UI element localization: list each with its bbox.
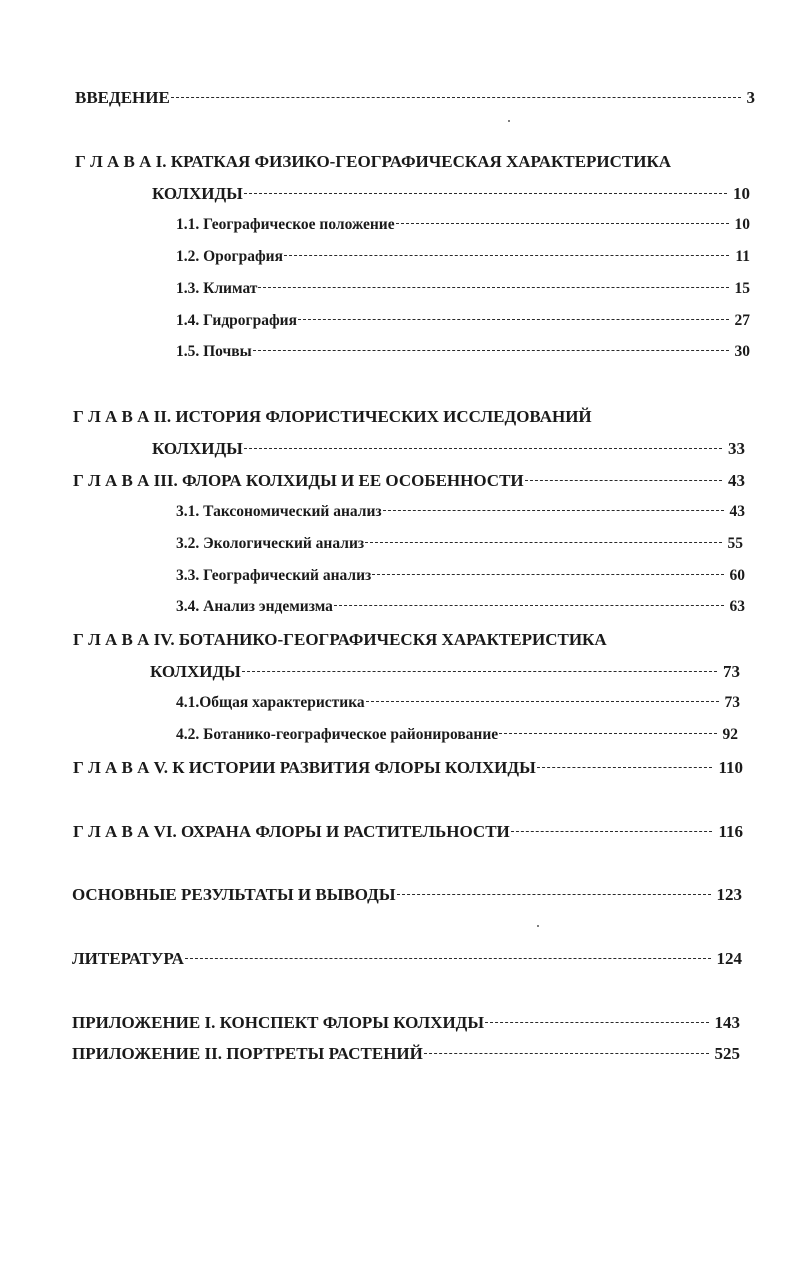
toc-entry-title: 4.1.Общая характеристика — [176, 694, 365, 711]
toc-page-number: 63 — [729, 598, 745, 615]
dot-leader — [499, 733, 716, 734]
toc-entry-3-2[interactable] — [176, 535, 743, 561]
toc-entry-1-5[interactable] — [176, 343, 750, 369]
toc-entry-chapter-4[interactable] — [150, 662, 740, 688]
toc-entry-3-1[interactable] — [176, 503, 745, 529]
dot-leader — [258, 287, 728, 288]
toc-entry-title: ВВЕДЕНИЕ — [75, 88, 170, 107]
dot-leader — [244, 193, 727, 194]
dot-leader — [366, 701, 719, 702]
toc-page-number: 43 — [729, 503, 745, 520]
toc-entry-title: 3.4. Анализ эндемизма — [176, 598, 333, 615]
toc-page-number: 123 — [716, 885, 742, 904]
dot-leader — [334, 605, 724, 606]
toc-entry-title: 3.1. Таксономический анализ — [176, 503, 382, 520]
dot-leader — [185, 958, 711, 959]
toc-entry-title: ПРИЛОЖЕНИЕ I. КОНСПЕКТ ФЛОРЫ КОЛХИДЫ — [72, 1013, 485, 1032]
toc-page-number: 3 — [746, 88, 755, 107]
dot-leader — [396, 223, 729, 224]
toc-entry-title: Г Л А В А III. ФЛОРА КОЛХИДЫ И ЕЕ ОСОБЕННОСТИ — [73, 471, 524, 490]
toc-entry-chapter-1[interactable] — [152, 184, 750, 210]
toc-entry-title: 4.2. Ботанико-географическое районирование — [176, 726, 499, 743]
scan-speck — [537, 925, 539, 927]
toc-page-number: 116 — [718, 822, 743, 841]
toc-entry-4-2[interactable] — [176, 726, 738, 752]
toc-entry-title: КОЛХИДЫ — [152, 439, 243, 458]
chapter-2-heading: Г Л А В А II. ИСТОРИЯ ФЛОРИСТИЧЕСКИХ ИССЛЕДОВАНИЙ — [73, 407, 592, 426]
chapter-1-heading: Г Л А В А I. КРАТКАЯ ФИЗИКО-ГЕОГРАФИЧЕСКАЯ ХАРАКТЕРИСТИКА — [75, 152, 672, 171]
toc-entry-chapter-5[interactable] — [73, 758, 743, 784]
toc-entry-title: 1.3. Климат — [176, 280, 258, 297]
toc-page-number: 55 — [727, 535, 743, 552]
toc-entry-literature[interactable] — [72, 949, 742, 975]
dot-leader — [424, 1053, 709, 1054]
dot-leader — [383, 510, 724, 511]
dot-leader — [365, 542, 721, 543]
toc-page-number: 15 — [734, 280, 750, 297]
toc-entry-title: ОСНОВНЫЕ РЕЗУЛЬТАТЫ И ВЫВОДЫ — [72, 885, 396, 904]
toc-entry-title: 1.5. Почвы — [176, 343, 252, 360]
toc-page-number: 73 — [723, 662, 740, 681]
toc-entry-title: 1.2. Орография — [176, 248, 284, 265]
dot-leader — [244, 448, 722, 449]
toc-page-number: 124 — [716, 949, 742, 968]
toc-entry-1-2[interactable] — [176, 248, 750, 274]
toc-page-number: 10 — [733, 184, 750, 203]
dot-leader — [511, 831, 713, 832]
dot-leader — [171, 97, 741, 98]
dot-leader — [242, 671, 717, 672]
toc-page-number: 143 — [714, 1013, 740, 1032]
toc-entry-3-3[interactable] — [176, 567, 745, 593]
toc-page-number: 110 — [718, 758, 743, 777]
dot-leader — [372, 574, 723, 575]
toc-entry-title: ЛИТЕРАТУРА — [72, 949, 184, 968]
toc-entry-title: 1.1. Географическое положение — [176, 216, 395, 233]
toc-page-number: 10 — [734, 216, 750, 233]
toc-entry-1-4[interactable] — [176, 312, 750, 338]
dot-leader — [397, 894, 711, 895]
toc-entry-chapter-3[interactable] — [73, 471, 745, 497]
toc-entry-1-1[interactable] — [176, 216, 750, 242]
toc-page-number: 525 — [714, 1044, 740, 1063]
dot-leader — [253, 350, 729, 351]
toc-page-number: 27 — [734, 312, 750, 329]
toc-entry-results[interactable] — [72, 885, 742, 911]
toc-entry-title: 3.3. Географический анализ — [176, 567, 372, 584]
chapter-4-heading: Г Л А В А IV. БОТАНИКО-ГЕОГРАФИЧЕСКЯ ХАРАКТЕРИСТИКА — [73, 630, 607, 649]
toc-entry-title: КОЛХИДЫ — [152, 184, 243, 203]
toc-entry-title: ПРИЛОЖЕНИЕ II. ПОРТРЕТЫ РАСТЕНИЙ — [72, 1044, 423, 1063]
toc-entry-1-3[interactable] — [176, 280, 750, 306]
toc-entry-chapter-2[interactable] — [152, 439, 745, 465]
toc-entry-title: Г Л А В А V. К ИСТОРИИ РАЗВИТИЯ ФЛОРЫ КОЛХИДЫ — [73, 758, 536, 777]
toc-entry-appendix-2[interactable] — [72, 1044, 740, 1070]
dot-leader — [485, 1022, 708, 1023]
toc-page-number: 30 — [734, 343, 750, 360]
toc-page-number: 92 — [722, 726, 738, 743]
toc-entry-title: 1.4. Гидрография — [176, 312, 297, 329]
toc-page-number: 43 — [728, 471, 745, 490]
dot-leader — [537, 767, 713, 768]
dot-leader — [298, 319, 729, 320]
toc-entry-intro[interactable] — [75, 88, 755, 114]
toc-entry-title: КОЛХИДЫ — [150, 662, 241, 681]
dot-leader — [525, 480, 722, 481]
dot-leader — [284, 255, 729, 256]
scan-speck — [508, 120, 510, 122]
toc-entry-4-1[interactable] — [176, 694, 740, 720]
toc-page-number: 33 — [728, 439, 745, 458]
toc-entry-3-4[interactable] — [176, 598, 745, 624]
toc-entry-appendix-1[interactable] — [72, 1013, 740, 1039]
toc-entry-title: Г Л А В А VI. ОХРАНА ФЛОРЫ И РАСТИТЕЛЬНОСТИ — [73, 822, 510, 841]
toc-entry-title: 3.2. Экологический анализ — [176, 535, 365, 552]
toc-entry-chapter-6[interactable] — [73, 822, 743, 848]
toc-page-number: 11 — [735, 248, 750, 265]
toc-page-number: 60 — [729, 567, 745, 584]
toc-page-number: 73 — [724, 694, 740, 711]
